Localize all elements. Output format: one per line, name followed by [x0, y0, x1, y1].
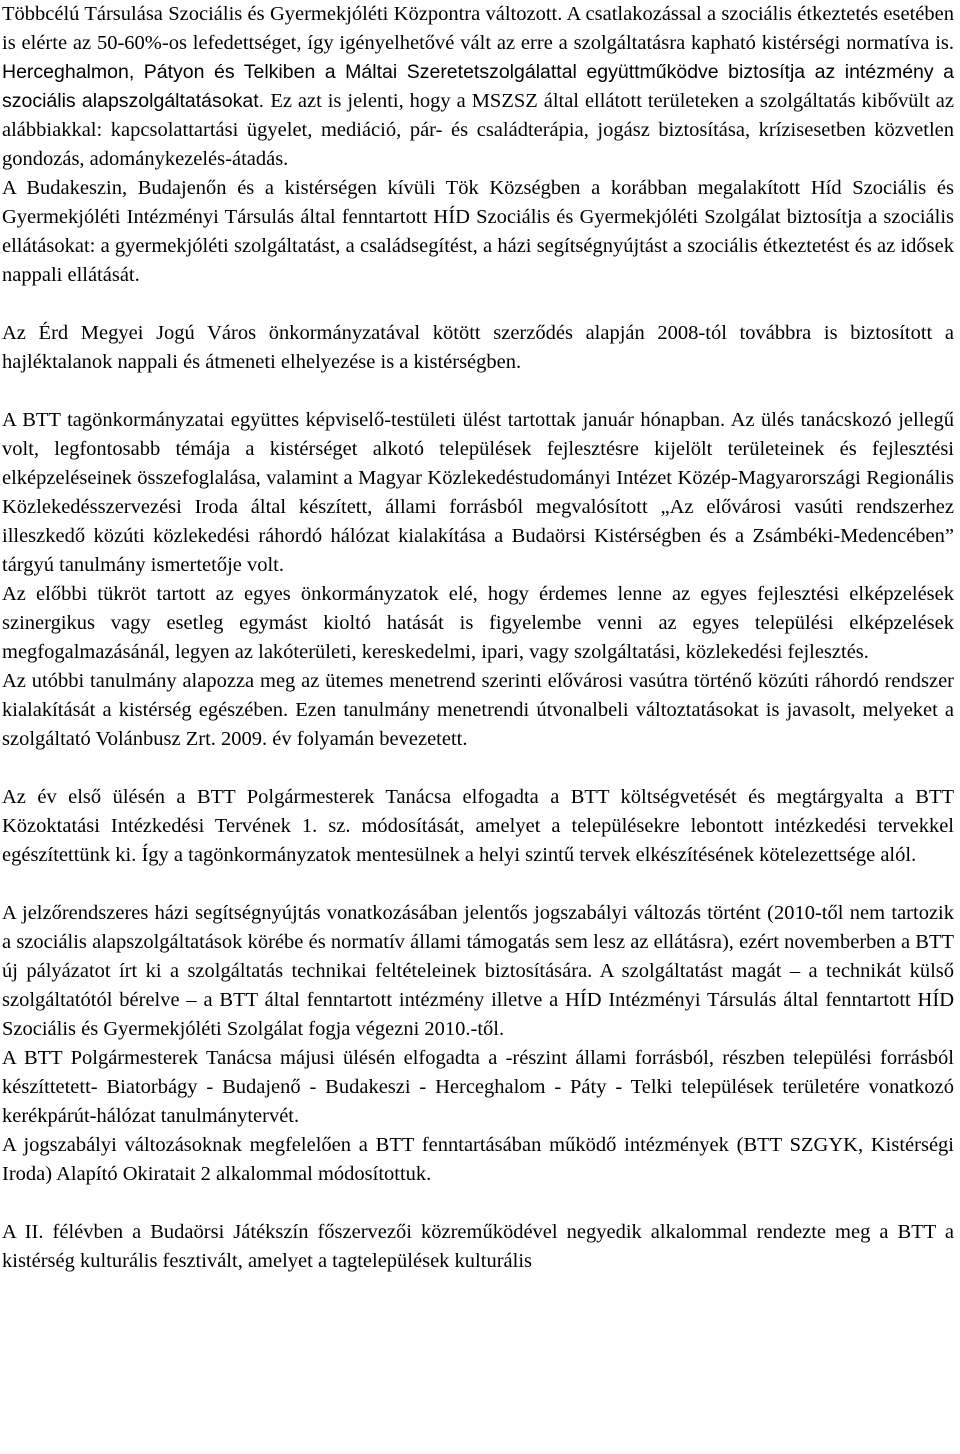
- paragraph-development-synergy: Az előbbi tükröt tartott az egyes önkormányzatok elé, hogy érdemes lenne az egyes fejlesztési elképzelések szinergikus vagy esetleg egymást kioltó hatását is figyelembe venni az egyes települési elképzelések megfogalmazásánál, legyen az lakóterületi, kereskedelmi, ipari, vagy szolgáltatási, közlekedési fejlesztés.: [2, 583, 954, 663]
- paragraph-spacer: [2, 870, 954, 899]
- paragraph-joint-session: A BTT tagönkormányzatai együttes képviselő-testületi ülést tartottak január hónapban. Az ülés tanácskozó jellegű volt, legfontosabb témája a kistérséget alkotó települések fejlesztésre kijelölt területeinek és fejlesztési elképzeléseinek összefoglalása, valamint a Magyar Közlekedéstudományi Intézet Közép-Magyarországi Regionális Közlekedésszervezési Iroda által készített, állami forrásból megvalósított „Az elővárosi vasúti rendszerhez illeszkedő közúti közlekedési ráhordó hálózat kialakítása a Budaörsi Kistérségben és a Zsámbéki-Medencében” tárgyú tanulmány ismertetője volt.: [2, 409, 954, 576]
- paragraph-alarm-system-care: A jelzőrendszeres házi segítségnyújtás vonatkozásában jelentős jogszabályi változás történt (2010-től nem tartozik a szociális alapszolgáltatások körébe és normatív állami támogatás sem lesz az ellátásra), ezért novemberben a BTT új pályázatot írt ki a szolgáltatás technikai feltételeinek biztosítására. A szolgáltatást magát – a technikát külső szolgáltatótól bérelve – a BTT által fenntartott intézmény illetve a HÍD Intézményi Társulás által fenntartott HÍD Szociális és Gyermekjóléti Szolgálat fogja végezni 2010.-től.: [2, 902, 954, 1040]
- paragraph-budget-approval: Az év első ülésén a BTT Polgármesterek Tanácsa elfogadta a BTT költségvetését és megtárgyalta a BTT Közoktatási Intézkedési Tervének 1. sz. módosítását, amelyet a településekre lebontott intézkedési tervekkel egészítettünk ki. Így a tagönkormányzatok mentesülnek a helyi szintű tervek elkészítésének kötelezettsége alól.: [2, 786, 954, 866]
- paragraph-social-services-part-3: Ez azt is jelenti, hogy a MSZSZ által ellátott területeken a szolgáltatás kibővült az alábbiakkal: kapcsolattartási ügyelet, mediáció, pár- és családterápia, jogász biztosítása, krízisesetben közvetlen gondozás, adománykezelés-átadás.: [2, 90, 954, 170]
- paragraph-founding-documents: A jogszabályi változásoknak megfelelően a BTT fenntartásában működő intézmények (BTT SZGYK, Kistérségi Iroda) Alapító Okiratait 2 alkalommal módosítottuk.: [2, 1134, 954, 1185]
- paragraph-social-services-part-1: Többcélú Társulása Szociális és Gyermekjóléti Központra változott. A csatlakozással a szociális étkeztetés esetében is elérte az 50-60%-os lefedettséget, így igényelhetővé vált az erre a szolgáltatásra kapható kistérségi normatíva is.: [2, 3, 954, 54]
- paragraph-spacer: [2, 754, 954, 783]
- paragraph-spacer: [2, 377, 954, 406]
- paragraph-spacer: [2, 1189, 954, 1218]
- paragraph-spacer: [2, 290, 954, 319]
- paragraph-cultural-festival: A II. félévben a Budaörsi Játékszín főszervezői közreműködével negyedik alkalommal rendezte meg a BTT a kistérség kulturális fesztivált, amelyet a tagtelepülések kulturális: [2, 1221, 954, 1272]
- paragraph-cycle-path-plan: A BTT Polgármesterek Tanácsa májusi ülésén elfogadta a -részint állami forrásból, részben települési forrásból készíttetett- Biatorbágy - Budajenő - Budakeszi - Herceghalom - Páty - Telki települések területére vonatkozó kerékpárút-hálózat tanulmánytervét.: [2, 1047, 954, 1127]
- paragraph-social-services-part-2: Herceghalmon, Pátyon és Telkiben a Máltai Szeretetszolgálattal együttműködve biztosítja az intézmény a szociális alapszolgáltatásokat.: [2, 61, 954, 112]
- paragraph-hid-services: A Budakeszin, Budajenőn és a kistérségen kívüli Tök Községben a korábban megalakított Híd Szociális és Gyermekjóléti Intézményi Társulás által fenntartott HÍD Szociális és Gyermekjóléti Szolgálat biztosítja a szociális ellátásokat: a gyermekjóléti szolgáltatást, a családsegítést, a házi segítségnyújtást a szociális étkeztetést és az idősek nappali ellátását.: [2, 177, 954, 286]
- paragraph-social-services: [2, 0, 954, 174]
- paragraph-homeless-care: Az Érd Megyei Jogú Város önkormányzatával kötött szerződés alapján 2008-tól továbbra is biztosított a hajléktalanok nappali és átmeneti elhelyezése is a kistérségben.: [2, 322, 954, 373]
- paragraph-timetable-study: Az utóbbi tanulmány alapozza meg az ütemes menetrend szerinti elővárosi vasútra történő közúti ráhordó rendszer kialakítását a kistérség egészében. Ezen tanulmány menetrendi útvonalbeli változtatásokat is javasolt, melyeket a szolgáltató Volánbusz Zrt. 2009. év folyamán bevezetett.: [2, 670, 954, 750]
